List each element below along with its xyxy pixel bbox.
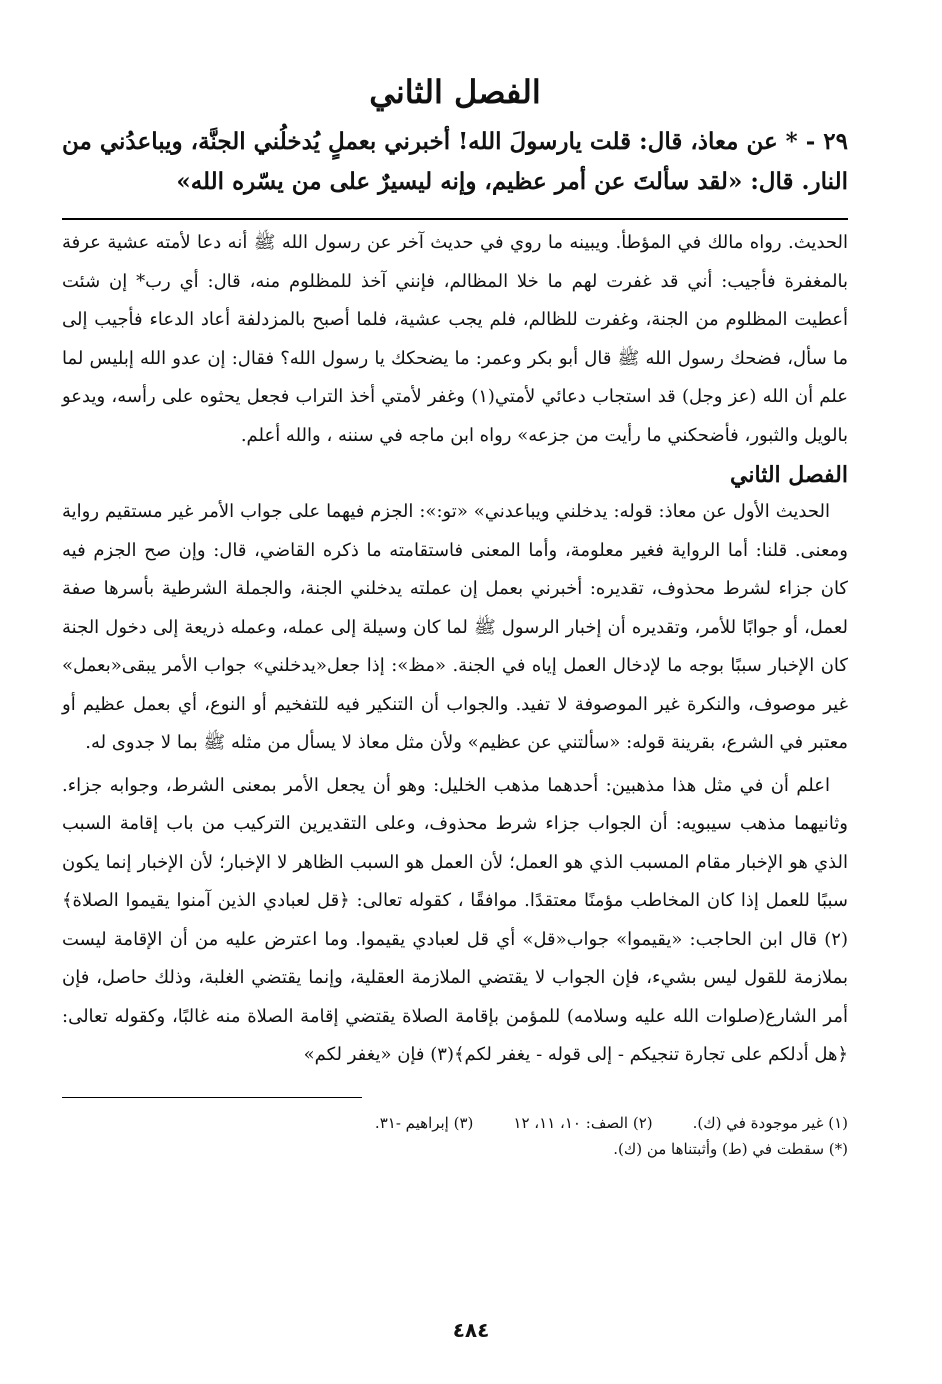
page-body — [62, 72, 848, 1162]
page-number: ٤٨٤ — [452, 1318, 490, 1342]
hadith-text: ٢٩ - * عن معاذ، قال: قلت يارسولَ الله! أخبرني بعملٍ يُدخلُني الجنَّة، ويباعدُني من النار. قال: «لقد سألتَ عن أمر عظيم، وإنه ليسيرٌ على من يسّره الله» — [62, 128, 848, 195]
paragraph-1: الحديث الأول عن معاذ: قوله: يدخلني ويباعدني» «تو:»: الجزم فيهما على جواب الأمر غير مستقيم رواية ومعنى. قلنا: أما الرواية فغير معلومة، وأما المعنى فاستقامته ما ذكره القاضي، قال: وإن صح الجزم فيه كان جزاء لشرط محذوف، تقديره: أخبرني بعمل إن عملته يدخلني الجنة، والجملة الشرطية بأسرها صفة لعمل، أو جوابًا للأمر، وتقديره أن إخبار الرسول ﷺ لما كان وسيلة إلى عمله، وعمله ذريعة إلى دخول الجنة كان الإخبار سببًا بوجه ما لإدخال العمل إياه في الجنة. «مظ»: إذا جعل«يدخلني» جواب الأمر يبقى«بعمل» غير موصوف، والنكرة غير الموصوفة لا تفيد. والجواب أن التنكير فيه للتفخيم أو النوع، أي بعمل عظيم أو معتبر في الشرع، بقرينة قوله: «سألتني عن عظيم» ولأن مثل معاذ لا يسأل من مثله ﷺ بما لا جدوى له. — [62, 501, 848, 753]
paragraph-2: اعلم أن في مثل هذا مذهبين: أحدهما مذهب الخليل: وهو أن يجعل الأمر بمعنى الشرط، وجوابه جزاء. وثانيهما مذهب سيبويه: أن الجواب جزاء شرط محذوف، وعلى التقديرين التركيب من باب إقامة السبب الذي هو الإخبار مقام المسبب الذي هو العمل؛ لأن العمل هو السبب الظاهر لا الإخبار؛ لأن الإخبار إنما يكون سببًا للعمل إذا كان المخاطب مؤمنًا معتقدًا. موافقًا ، كقوله تعالى: ﴿قل لعبادي الذين آمنوا يقيموا الصلاة﴾(٢) قال ابن الحاجب: «يقيموا» جواب«قل» أي قل لعبادي يقيموا. وما اعترض عليه من أن الإقامة ليست بملازمة للقول ليس بشيء، فإن الجواب لا يقتضي الملازمة العقلية، وإنما يقتضي الغلبة، وذلك حاصل، فإن أمر الشارع(صلوات الله عليه وسلامه) للمؤمن بإقامة الصلاة يقتضي إقامة الصلاة منه غالبًا، وكقوله تعالى: ﴿هل أدلكم على تجارة تنجيكم - إلى قوله - يغفر لكم﴾(٣) فإن «يغفر لكم» — [62, 774, 848, 1065]
footnotes — [62, 1110, 848, 1162]
footnote-2: (٢) الصف: ١٠، ١١، ١٢ — [513, 1113, 653, 1132]
footnote-star: (*) سقطت في (ط) وأثبتناها من (ك). — [613, 1139, 848, 1158]
commentary-top: الحديث. رواه مالك في المؤطأ. ويبينه ما روي في حديث آخر عن رسول الله ﷺ أنه دعا لأمته عشية عرفة بالمغفرة فأجيب: أني قد غفرت لهم ما خلا المظالم، فإنني آخذ للمظلوم منه، قال: أي رب* إن شئت أعطيت المظلوم من الجنة، وغفرت للظالم، فلم يجب عشية، فلما أصبح بالمزدلفة أعاد الدعاء فأجيب إلى ما سأل، فضحك رسول الله ﷺ قال أبو بكر وعمر: ما يضحكك يا رسول الله؟ فقال: إن عدو الله إبليس لما علم أن الله (عز وجل) قد استجاب دعائي لأمتي(١) وغفر لأمتي أخذ التراب فجعل يحثوه على رأسه، ويدعو بالويل والثبور، فأضحكني ما رأيت من جزعه» رواه ابن ماجه في سننه ، والله أعلم. — [62, 232, 848, 446]
chapter-title: الفصل الثاني — [369, 73, 541, 111]
footnote-divider — [62, 1097, 362, 1098]
section-title: الفصل الثاني — [730, 462, 848, 488]
top-divider — [62, 218, 848, 220]
footnote-3: (٣) إبراهيم -٣١. — [374, 1113, 474, 1132]
footnote-1: (١) غير موجودة في (ك). — [692, 1113, 848, 1132]
footnote-row — [62, 1110, 848, 1136]
